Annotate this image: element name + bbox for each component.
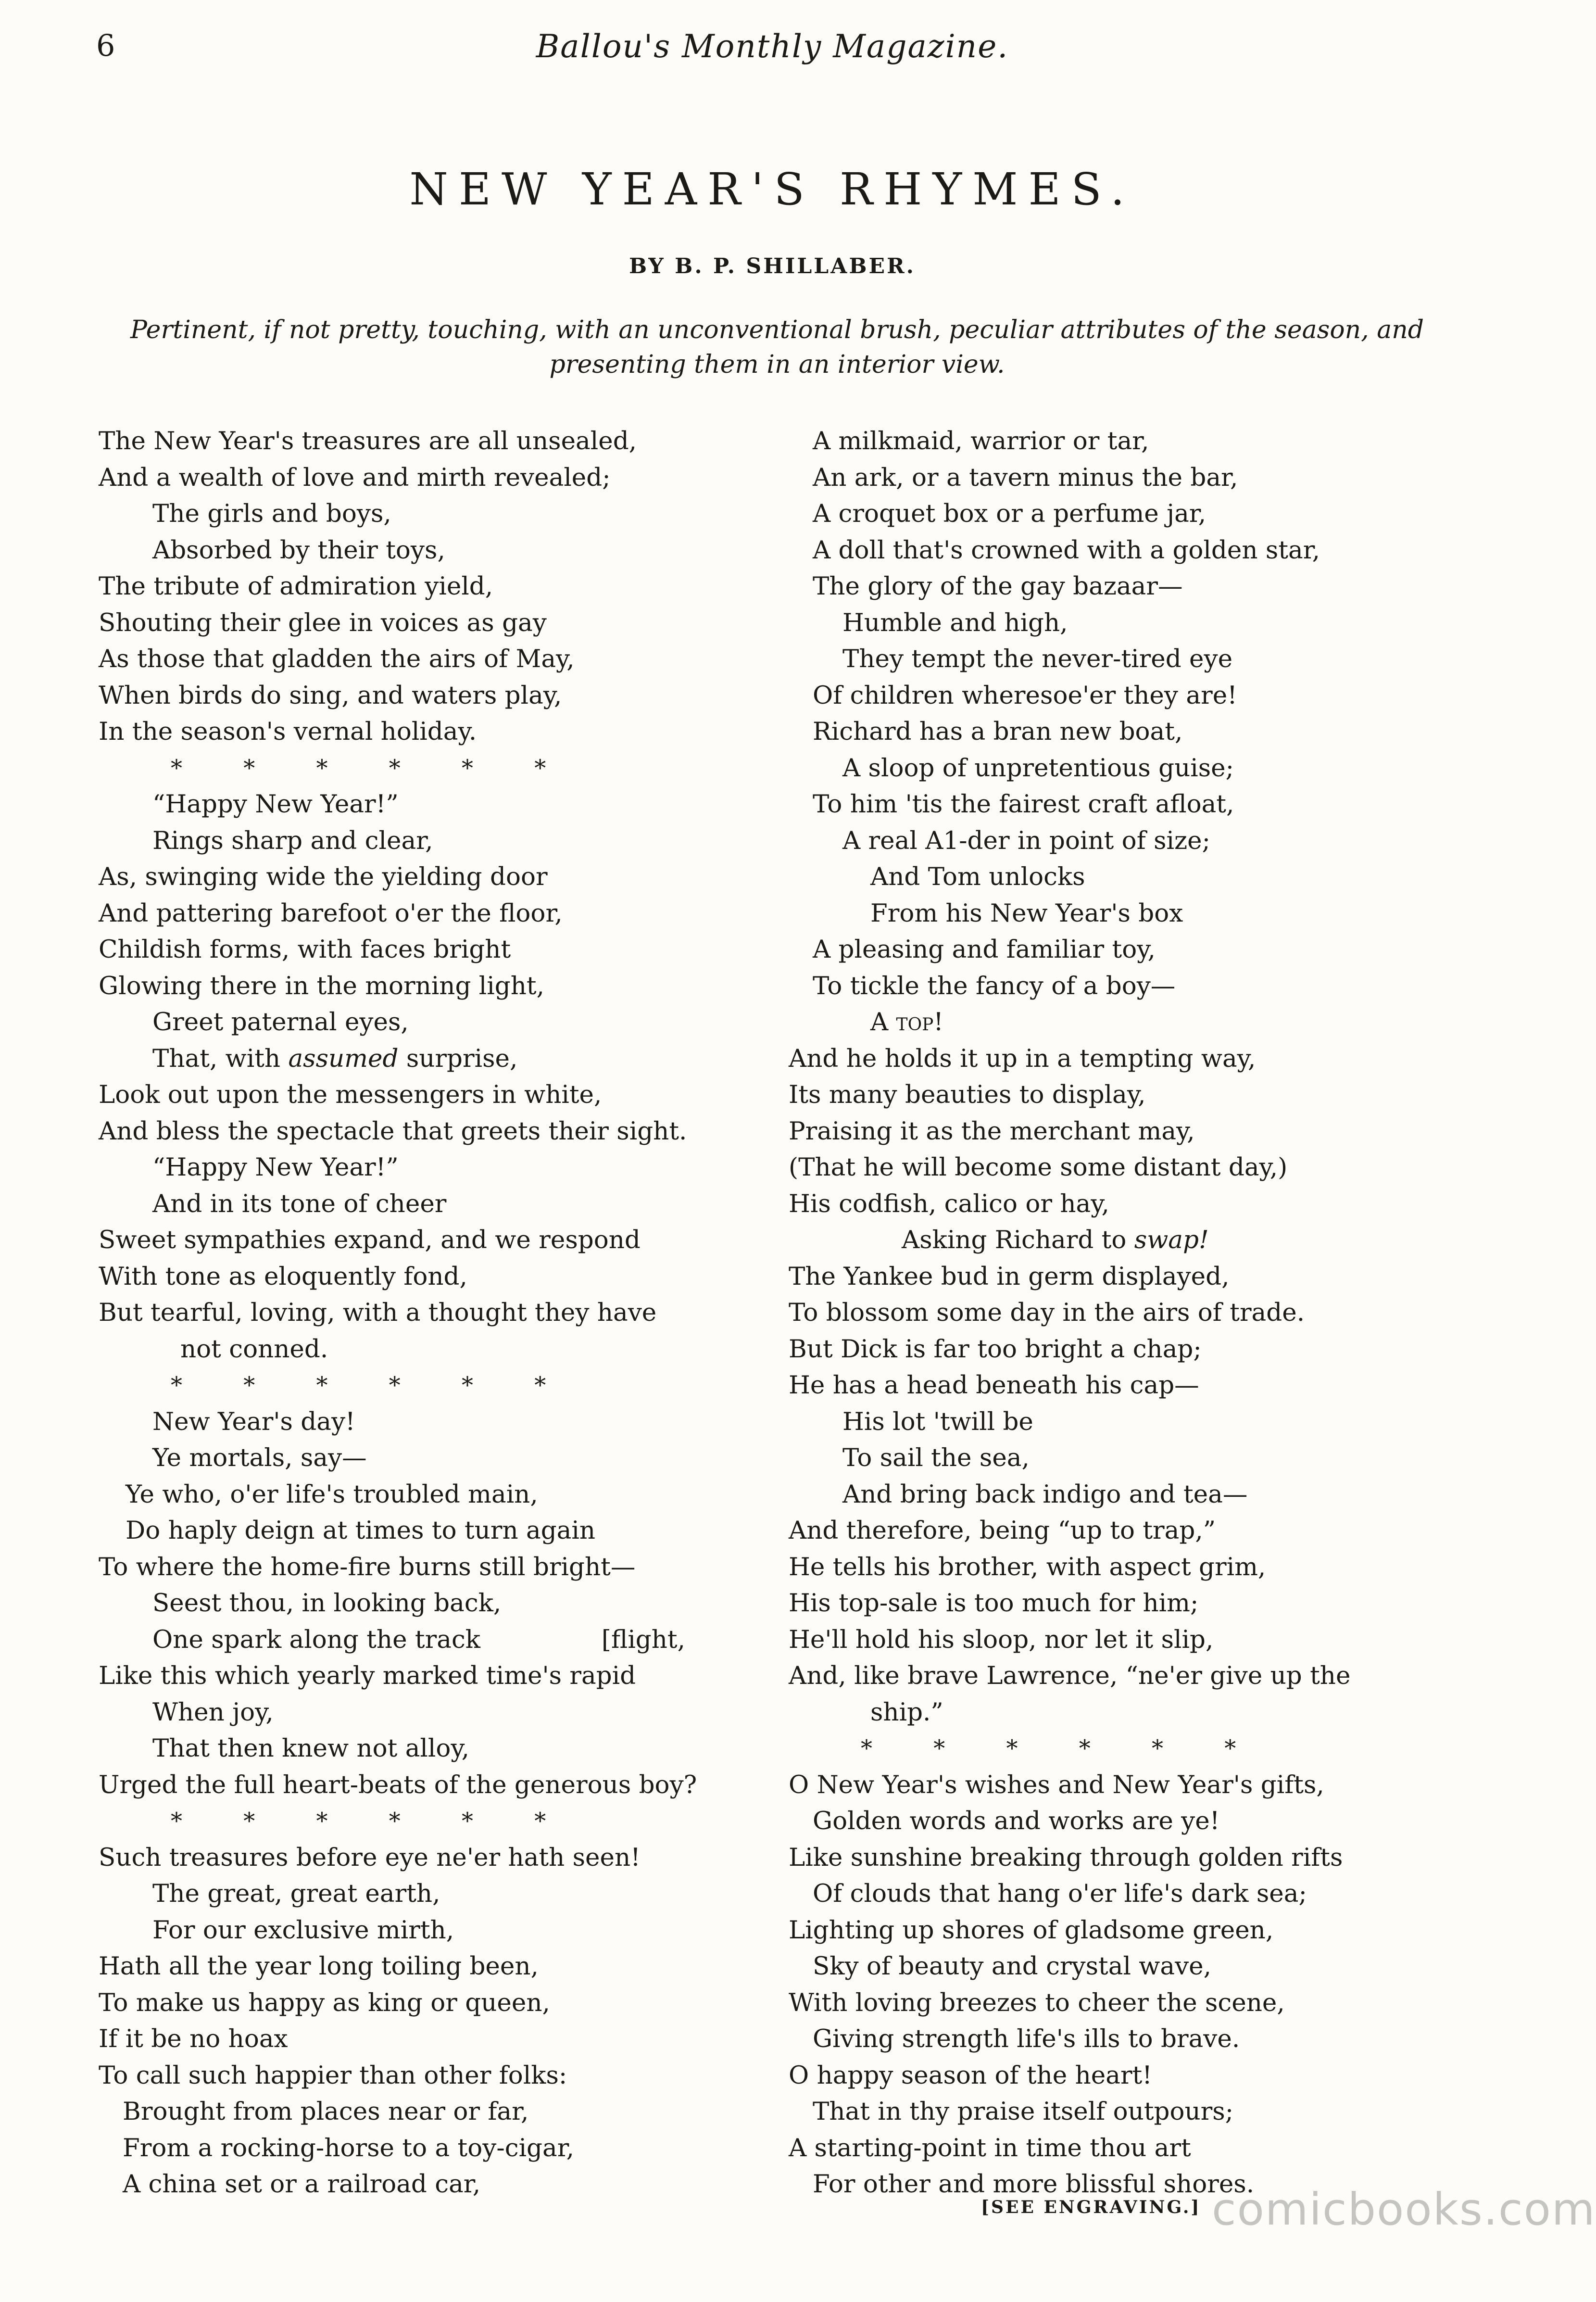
verse-line: If it be no hoax — [99, 2024, 288, 2053]
verse-line: To him 'tis the fairest craft afloat, — [813, 790, 1234, 819]
verse-line: And bless the spectacle that greets their sight. — [99, 1116, 687, 1146]
verse-line: Its many beauties to display, — [789, 1080, 1146, 1109]
verse-line: But tearful, loving, with a thought they have — [99, 1298, 657, 1327]
verse-line: When joy, — [152, 1697, 274, 1727]
verse-line: A starting-point in time thou art — [789, 2133, 1191, 2163]
verse-line: For other and more blissful shores. — [813, 2170, 1255, 2199]
verse-line: For our exclusive mirth, — [152, 1915, 454, 1945]
verse-line: Absorbed by their toys, — [152, 535, 445, 565]
verse-line: And a wealth of love and mirth revealed; — [99, 463, 611, 492]
verse-line: (That he will become some distant day,) — [789, 1153, 1288, 1182]
verse-line: Richard has a bran new boat, — [813, 717, 1183, 746]
verse-line: A croquet box or a perfume jar, — [813, 499, 1206, 528]
verse-line: The great, great earth, — [152, 1879, 440, 1908]
verse-line: His lot 'twill be — [842, 1407, 1033, 1436]
verse-line: To tickle the fancy of a boy— — [813, 971, 1176, 1000]
verse-line: A sloop of unpretentious guise; — [842, 753, 1234, 783]
verse-line: He tells his brother, with aspect grim, — [789, 1552, 1266, 1581]
verse-line: An ark, or a tavern minus the bar, — [813, 463, 1238, 492]
verse-line: And bring back indigo and tea— — [842, 1480, 1248, 1509]
verse-line: The Yankee bud in germ displayed, — [789, 1262, 1230, 1291]
section-divider: * * * * * * — [861, 1735, 1236, 1762]
verse-line: Shouting their glee in voices as gay — [99, 608, 547, 637]
verse-line: A milkmaid, warrior or tar, — [813, 427, 1149, 455]
verse-line: Hath all the year long toiling been, — [99, 1952, 539, 1981]
verse-fragment: One spark along the track — [152, 1625, 480, 1654]
verse-line: Look out upon the messengers in white, — [99, 1080, 602, 1109]
verse-line: The glory of the gay bazaar— — [813, 572, 1183, 601]
verse-line: A real A1-der in point of size; — [842, 826, 1210, 855]
verse-line: His top-sale is too much for him; — [789, 1589, 1199, 1618]
verse-line: That in thy praise itself outpours; — [813, 2097, 1234, 2126]
verse-line: A doll that's crowned with a golden star, — [813, 535, 1320, 565]
verse-fragment: That, with — [152, 1044, 289, 1073]
epigraph: Pertinent, if not pretty, touching, with an unconventional brush, peculiar attributes of the season, and presenting them in an interior view. — [130, 316, 1424, 379]
verse-line — [99, 1041, 772, 1077]
magazine-title: Ballou's Monthly Magazine. — [536, 28, 1009, 65]
verse-line: Greet paternal eyes, — [152, 1008, 409, 1037]
left-column — [99, 423, 772, 2203]
verse-line: A pleasing and familiar toy, — [813, 935, 1156, 964]
section-divider: * * * * * * — [171, 1808, 546, 1834]
verse-line: Of clouds that hang o'er life's dark sea; — [813, 1879, 1307, 1908]
verse-line: Golden words and works are ye! — [813, 1807, 1220, 1835]
verse-line: not conned. — [180, 1334, 328, 1364]
verse-line: Ye who, o'er life's troubled main, — [126, 1480, 538, 1509]
verse-line: And in its tone of cheer — [152, 1189, 447, 1218]
verse-line: Praising it as the merchant may, — [789, 1116, 1195, 1146]
verse-line: From a rocking-horse to a toy-cigar, — [123, 2133, 575, 2163]
verse-line: Glowing there in the morning light, — [99, 971, 544, 1000]
verse-line: But Dick is far too bright a chap; — [789, 1334, 1202, 1364]
verse-line: In the season's vernal holiday. — [99, 717, 477, 746]
byline: BY B. P. SHILLABER. — [629, 254, 916, 278]
verse-line: O New Year's wishes and New Year's gifts, — [789, 1770, 1324, 1799]
verse-line: He has a head beneath his cap— — [789, 1371, 1199, 1400]
verse-line: To call such happier than other folks: — [99, 2061, 567, 2090]
verse-line: Childish forms, with faces bright — [99, 935, 511, 964]
verse-fragment: Asking Richard to — [902, 1226, 1134, 1254]
verse-line: To blossom some day in the airs of trade. — [789, 1298, 1305, 1327]
verse-line: A top! — [870, 1008, 944, 1037]
poem-title: NEW YEAR'S RHYMES. — [409, 164, 1135, 215]
verse-emphasis: assumed — [288, 1044, 399, 1073]
verse-line: He'll hold his sloop, nor let it slip, — [789, 1625, 1214, 1654]
site-watermark: comicbooks.com — [1212, 2184, 1596, 2235]
verse-line: Such treasures before eye ne'er hath seen! — [99, 1843, 641, 1872]
verse-line: That then knew not alloy, — [152, 1734, 469, 1763]
section-divider: * * * * * * — [171, 1372, 546, 1399]
verse-line: The New Year's treasures are all unsealed, — [99, 427, 637, 455]
verse-line: Rings sharp and clear, — [152, 826, 433, 855]
right-column — [789, 423, 1462, 2203]
verse-line: Like this which yearly marked time's rapid — [99, 1661, 636, 1690]
verse-line: Ye mortals, say— — [152, 1443, 367, 1472]
verse-line: A china set or a railroad car, — [123, 2170, 481, 2199]
verse-fragment: surprise, — [398, 1044, 518, 1073]
verse-line: Like sunshine breaking through golden rifts — [789, 1843, 1343, 1872]
verse-line: From his New Year's box — [870, 898, 1183, 928]
verse-line: And pattering barefoot o'er the floor, — [99, 898, 563, 928]
verse-line: And he holds it up in a tempting way, — [789, 1044, 1256, 1073]
verse-line — [99, 1622, 772, 1658]
verse-line: Giving strength life's ills to brave. — [813, 2024, 1240, 2053]
verse-line: Of children wheresoe'er they are! — [813, 681, 1237, 710]
verse-line: The tribute of admiration yield, — [99, 572, 493, 601]
verse-line: ship.” — [870, 1697, 943, 1727]
verse-line: When birds do sing, and waters play, — [99, 681, 562, 710]
verse-line: With tone as eloquently fond, — [99, 1262, 467, 1291]
verse-line: Sky of beauty and crystal wave, — [813, 1952, 1212, 1981]
verse-line: New Year's day! — [152, 1407, 355, 1436]
page-number: 6 — [96, 28, 115, 63]
section-divider: * * * * * * — [171, 754, 546, 782]
verse-line: Brought from places near or far, — [123, 2097, 529, 2126]
verse-line: Urged the full heart-beats of the generous boy? — [99, 1770, 697, 1799]
verse-line: As those that gladden the airs of May, — [99, 645, 575, 673]
verse-line: And, like brave Lawrence, “ne'er give up the — [789, 1661, 1351, 1690]
verse-line: Do haply deign at times to turn again — [126, 1516, 596, 1545]
verse-line: “Happy New Year!” — [152, 1153, 399, 1182]
verse-line: Humble and high, — [842, 608, 1068, 637]
verse-line: And Tom unlocks — [870, 862, 1085, 891]
verse-line: The girls and boys, — [152, 499, 391, 528]
verse-line: With loving breezes to cheer the scene, — [789, 1988, 1285, 2017]
verse-line: And therefore, being “up to trap,” — [789, 1516, 1216, 1545]
verse-line — [789, 1222, 1462, 1259]
verse-line: Lighting up shores of gladsome green, — [789, 1915, 1274, 1945]
verse-line: To where the home-fire burns still bright— — [99, 1552, 636, 1581]
verse-emphasis: swap! — [1134, 1226, 1209, 1254]
verse-line: They tempt the never-tired eye — [842, 645, 1233, 673]
verse-line: His codfish, calico or hay, — [789, 1189, 1109, 1218]
verse-line: O happy season of the heart! — [789, 2061, 1152, 2090]
verse-line: To sail the sea, — [842, 1443, 1030, 1472]
see-engraving-note: [SEE ENGRAVING.] — [981, 2197, 1201, 2217]
verse-overflow: [flight, — [601, 1625, 685, 1654]
verse-line: Seest thou, in looking back, — [152, 1589, 502, 1618]
verse-line: To make us happy as king or queen, — [99, 1988, 550, 2017]
verse-line: Sweet sympathies expand, and we respond — [99, 1226, 641, 1254]
running-head — [96, 28, 1448, 66]
verse-line: As, swinging wide the yielding door — [99, 862, 548, 891]
verse-line: “Happy New Year!” — [152, 790, 399, 819]
